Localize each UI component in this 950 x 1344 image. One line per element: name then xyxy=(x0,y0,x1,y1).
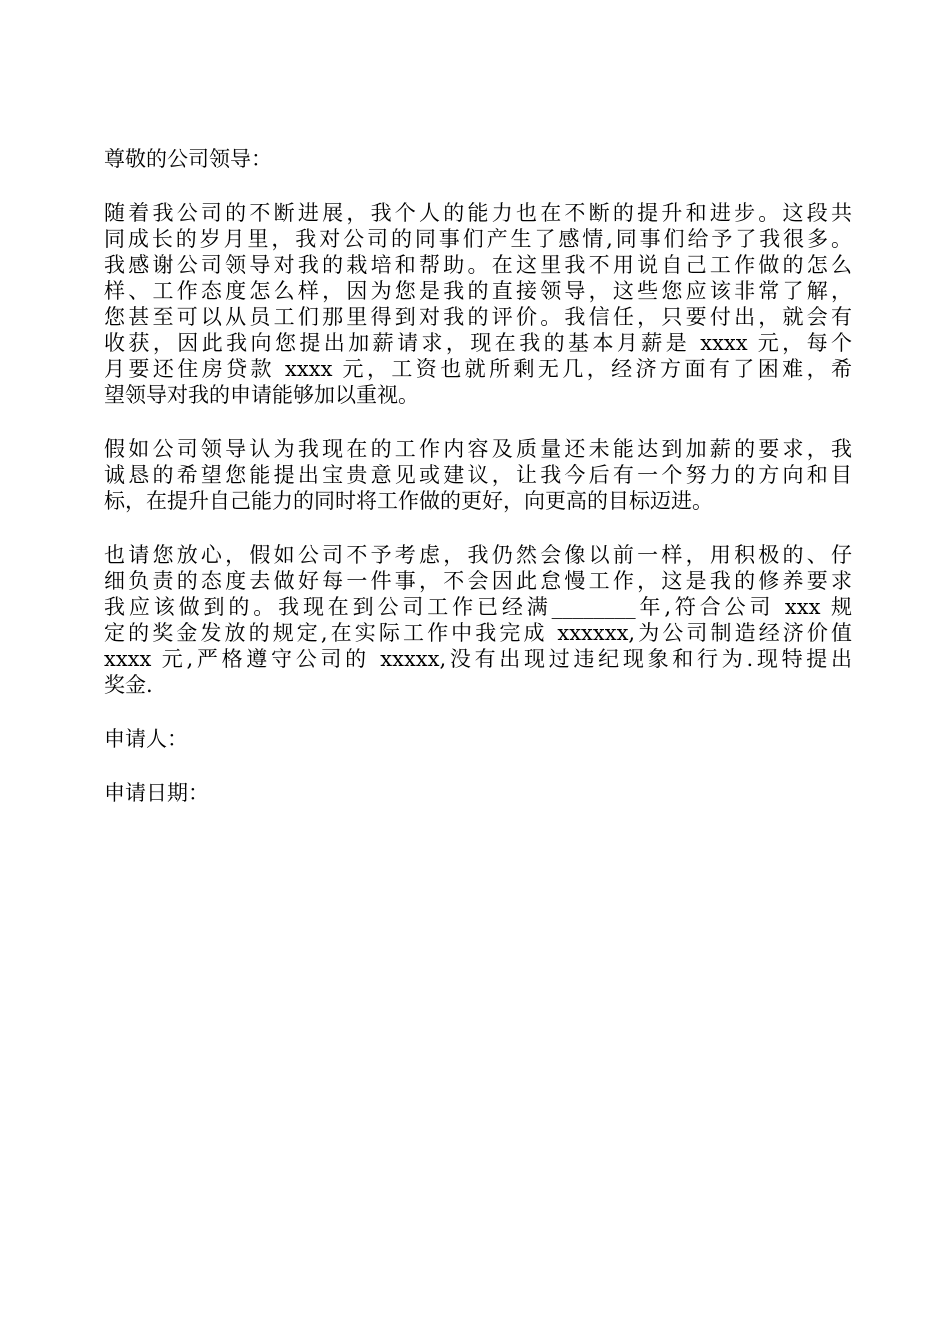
paragraph-line: 收获，因此我向您提出加薪请求，现在我的基本月薪是 xxxx 元，每个 xyxy=(104,331,852,355)
paragraph-line: 定的奖金发放的规定,在实际工作中我完成 xxxxxx,为公司制造经济价值 xyxy=(104,621,852,645)
paragraph-line: 细负责的态度去做好每一件事，不会因此怠慢工作，这是我的修养要求 xyxy=(104,569,852,593)
paragraph-line: 奖金. xyxy=(104,673,153,697)
applicant-label: 申请人： xyxy=(104,727,188,751)
paragraph-line: 望领导对我的申请能够加以重视。 xyxy=(104,383,419,407)
paragraph-3 xyxy=(104,542,852,698)
paragraph-line: 我感谢公司领导对我的栽培和帮助。在这里我不用说自己工作做的怎么 xyxy=(104,253,852,277)
paragraph-2 xyxy=(104,436,852,514)
paragraph-line: 您甚至可以从员工们那里得到对我的评价。我信任，只要付出，就会有 xyxy=(104,305,852,329)
greeting xyxy=(104,146,852,172)
paragraph-line: 标，在提升自己能力的同时将工作做的更好，向更高的目标迈进。 xyxy=(104,489,713,513)
greeting-line: 尊敬的公司领导： xyxy=(104,147,272,171)
paragraph-line: 同成长的岁月里，我对公司的同事们产生了感情,同事们给予了我很多。 xyxy=(104,227,852,251)
paragraph-line: 诚恳的希望您能提出宝贵意见或建议，让我今后有一个努力的方向和目 xyxy=(104,463,852,487)
paragraph-1 xyxy=(104,200,852,408)
date-label: 申请日期： xyxy=(104,781,209,805)
paragraph-line: 我应该做到的。我现在到公司工作已经满________年,符合公司 xxx 规 xyxy=(104,595,852,619)
date-block xyxy=(104,780,852,806)
paragraph-line: 样、工作态度怎么样，因为您是我的直接领导，这些您应该非常了解， xyxy=(104,279,852,303)
paragraph-line: 随着我公司的不断进展，我个人的能力也在不断的提升和进步。这段共 xyxy=(104,201,852,225)
paragraph-line: 月要还住房贷款 xxxx 元，工资也就所剩无几，经济方面有了困难，希 xyxy=(104,357,852,381)
applicant-block xyxy=(104,726,852,752)
paragraph-line: xxxx 元,严格遵守公司的 xxxxx,没有出现过违纪现象和行为.现特提出 xyxy=(104,647,852,671)
paragraph-line: 假如公司领导认为我现在的工作内容及质量还未能达到加薪的要求，我 xyxy=(104,437,852,461)
letter-body xyxy=(104,146,852,834)
paragraph-line: 也请您放心，假如公司不予考虑，我仍然会像以前一样，用积极的、仔 xyxy=(104,543,852,567)
